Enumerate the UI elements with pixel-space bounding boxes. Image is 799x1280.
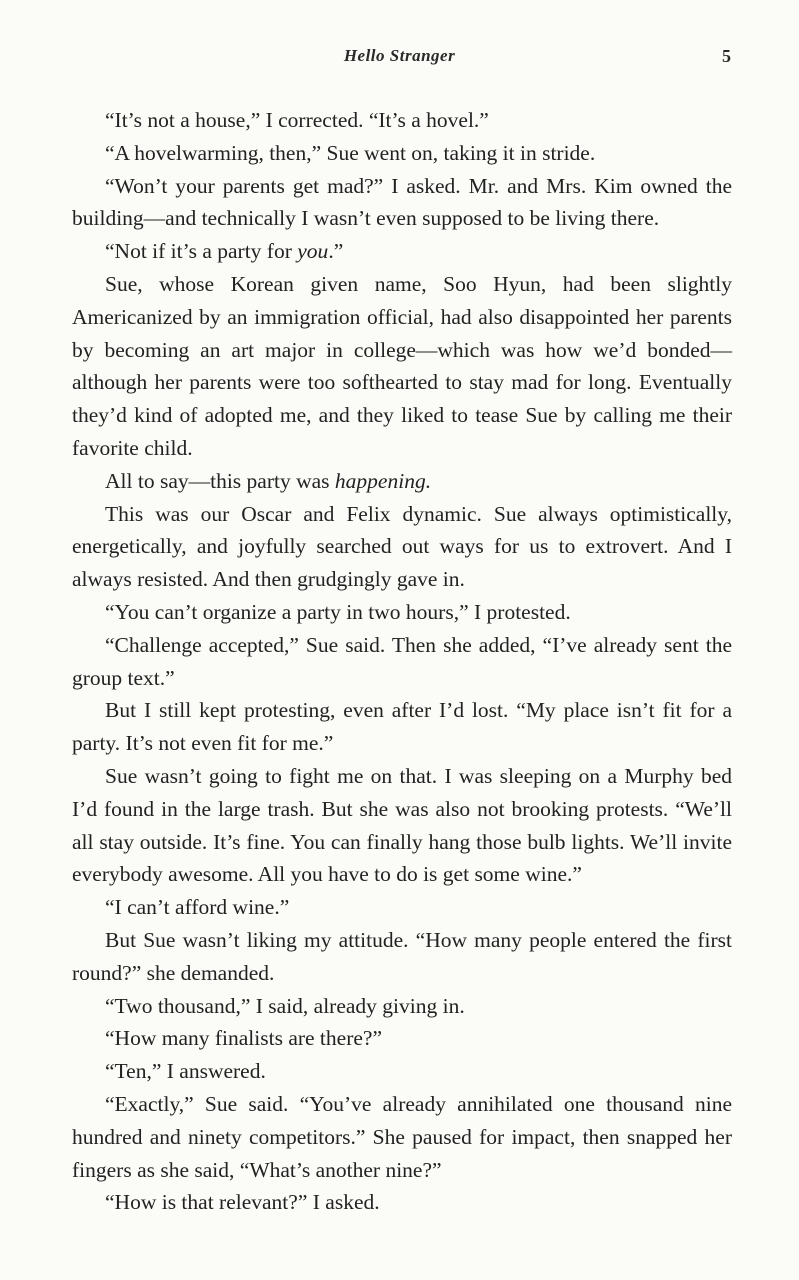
paragraph bbox=[72, 891, 732, 924]
paragraph bbox=[72, 465, 732, 498]
text-run: .” bbox=[328, 239, 344, 264]
paragraph bbox=[72, 1186, 732, 1219]
paragraph bbox=[72, 268, 732, 465]
text-run: “Won’t your parents get mad?” I asked. Mr. and Mrs. Kim owned the building—and technically I wasn’t even supposed to be living there. bbox=[72, 173, 732, 231]
text-run: “Ten,” I answered. bbox=[105, 1059, 266, 1084]
paragraph bbox=[72, 596, 732, 629]
paragraph bbox=[72, 498, 732, 596]
text-run: “You can’t organize a party in two hours,” I protested. bbox=[105, 599, 571, 624]
text-run: This was our Oscar and Felix dynamic. Sue always optimistically, energetically, and joyfully searched out ways for us to extrovert. And I always resisted. And then grudgingly gave in. bbox=[72, 501, 732, 592]
text-run: “Exactly,” Sue said. “You’ve already annihilated one thousand nine hundred and ninety competitors.” She paused for impact, then snapped her fingers as she said, “What’s another nine?” bbox=[72, 1091, 732, 1182]
text-run: But I still kept protesting, even after I’d lost. “My place isn’t fit for a party. It’s not even fit for me.” bbox=[72, 698, 732, 756]
paragraph bbox=[72, 629, 732, 695]
text-run: “It’s not a house,” I corrected. “It’s a hovel.” bbox=[105, 108, 489, 132]
text-run: “Challenge accepted,” Sue said. Then she added, “I’ve already sent the group text.” bbox=[72, 632, 732, 690]
text-run: Sue, whose Korean given name, Soo Hyun, had been slightly Americanized by an immigration official, had also disappointed her parents by becoming an art major in college—which was how we’d bonded—although her parents were too softhearted to stay mad for long. Eventually they’d kind of adopted me, and they liked to tease Sue by calling me their favorite child. bbox=[72, 271, 732, 460]
page-number: 5 bbox=[722, 46, 731, 66]
body-text bbox=[72, 104, 732, 1219]
paragraph bbox=[72, 170, 732, 236]
text-run: “I can’t afford wine.” bbox=[105, 895, 290, 920]
running-head bbox=[0, 46, 799, 70]
paragraph bbox=[72, 1088, 732, 1186]
paragraph bbox=[72, 235, 732, 268]
paragraph bbox=[72, 990, 732, 1023]
text-run: Sue wasn’t going to fight me on that. I was sleeping on a Murphy bed I’d found in the large trash. But she was also not brooking protests. “We’ll all stay outside. It’s fine. You can finally hang those bulb lights. We’ll invite everybody awesome. All you have to do is get some wine.” bbox=[72, 763, 732, 887]
paragraph bbox=[72, 1022, 732, 1055]
text-run: “A hovelwarming, then,” Sue went on, taking it in stride. bbox=[105, 140, 596, 165]
book-title: Hello Stranger bbox=[343, 46, 456, 65]
text-run: All to say—this party was bbox=[105, 468, 335, 493]
text-run: “How many finalists are there?” bbox=[105, 1026, 382, 1051]
italic-text: you bbox=[297, 239, 329, 264]
paragraph bbox=[72, 760, 732, 891]
paragraph bbox=[72, 694, 732, 760]
paragraph bbox=[72, 924, 732, 990]
text-run: But Sue wasn’t liking my attitude. “How many people entered the first round?” she demanded. bbox=[72, 927, 732, 985]
paragraph bbox=[72, 137, 732, 170]
paragraph bbox=[72, 104, 732, 137]
paragraph bbox=[72, 1055, 732, 1088]
text-run: “Not if it’s a party for bbox=[105, 239, 298, 264]
text-run: “Two thousand,” I said, already giving in. bbox=[105, 993, 465, 1018]
text-run: “How is that relevant?” I asked. bbox=[105, 1190, 380, 1215]
italic-text: happening. bbox=[334, 468, 432, 493]
